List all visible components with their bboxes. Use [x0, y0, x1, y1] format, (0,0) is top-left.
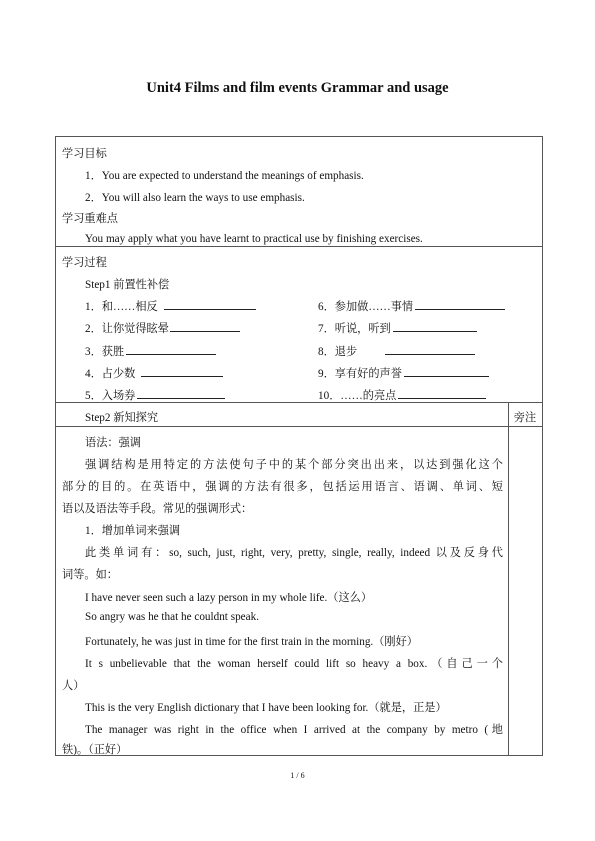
example-sentence: This is the very English dictionary that I have been looking for.（就是，正是） [85, 702, 447, 714]
example-sentence: 铁)。（正好） [62, 744, 128, 756]
example-sentence: Fortunately, he was just in time for the first train in the morning.（刚好） [85, 636, 418, 648]
example-sentence: 人） [62, 680, 85, 692]
answer-blank[interactable] [164, 298, 256, 310]
vocab-item-right: 9．享有好的声誉 [318, 365, 489, 381]
vocab-item-right: 10．……的亮点 [318, 387, 486, 403]
objective-item: 1．You are expected to understand the meanings of emphasis. [85, 170, 364, 182]
answer-blank[interactable] [404, 365, 489, 377]
document-title: Unit4 Films and film events Grammar and usage [146, 80, 449, 96]
vocab-item-left: 5．入场券 [85, 387, 225, 403]
vocab-item-left: 4．占少数 [85, 365, 223, 381]
vocab-item-left: 3．获胜 [85, 343, 216, 359]
answer-blank[interactable] [141, 365, 223, 377]
key-points-text: You may apply what you have learnt to practical use by finishing exercises. [85, 233, 423, 245]
intro-line: 语以及语法等手段。常见的强调形式： [62, 503, 253, 515]
vocab-item-left: 2．让你觉得眩晕 [85, 320, 240, 336]
example-sentence: I have never seen such a lazy person in my whole life.（这么） [85, 592, 373, 604]
step2-heading: Step2 新知探究 [85, 412, 159, 424]
vocab-item-left: 1．和……相反 [85, 298, 256, 314]
vocab-item-right: 7．听说，听到 [318, 320, 477, 336]
example-sentence: It s unbelievable that the woman herself could lift so heavy a box.（自己一个 [85, 658, 503, 670]
grammar-heading: 语法：强调 [85, 437, 141, 449]
vocab-item-right: 6．参加做……事情 [318, 298, 505, 314]
divider-objectives [55, 246, 543, 247]
vocab-item-right: 8．退步 [318, 343, 475, 359]
words-line: 词等。如： [62, 569, 118, 581]
answer-blank[interactable] [170, 320, 240, 332]
answer-blank[interactable] [398, 387, 486, 399]
key-points-heading: 学习重难点 [62, 213, 118, 225]
answer-blank[interactable] [385, 343, 475, 355]
objective-item: 2．You will also learn the ways to use emphasis. [85, 192, 305, 204]
page-number: 1 / 6 [290, 771, 305, 780]
answer-blank[interactable] [126, 343, 216, 355]
objectives-heading: 学习目标 [62, 148, 107, 160]
answer-blank[interactable] [393, 320, 477, 332]
intro-line: 强调结构是用特定的方法使句子中的某个部分突出出来，以达到强化这个 [85, 459, 503, 471]
step1-heading: Step1 前置性补偿 [85, 279, 170, 291]
divider-body [55, 426, 543, 427]
intro-line: 部分的目的。在英语中，强调的方法有很多，包括运用语言、语调、单词、短 [62, 481, 503, 493]
words-line: 此类单词有：so, such, just, right, very, pretty, single, really, indeed 以及反身代 [85, 547, 503, 559]
process-heading: 学习过程 [62, 257, 107, 269]
example-sentence: The manager was right in the office when I arrived at the company by metro (地 [85, 724, 503, 736]
answer-blank[interactable] [415, 298, 505, 310]
answer-blank[interactable] [137, 387, 225, 399]
point-heading: 1．增加单词来强调 [85, 525, 181, 537]
example-sentence: So angry was he that he couldnt speak. [85, 611, 259, 623]
note-column-divider [508, 402, 509, 756]
side-note-heading: 旁注 [513, 412, 537, 424]
